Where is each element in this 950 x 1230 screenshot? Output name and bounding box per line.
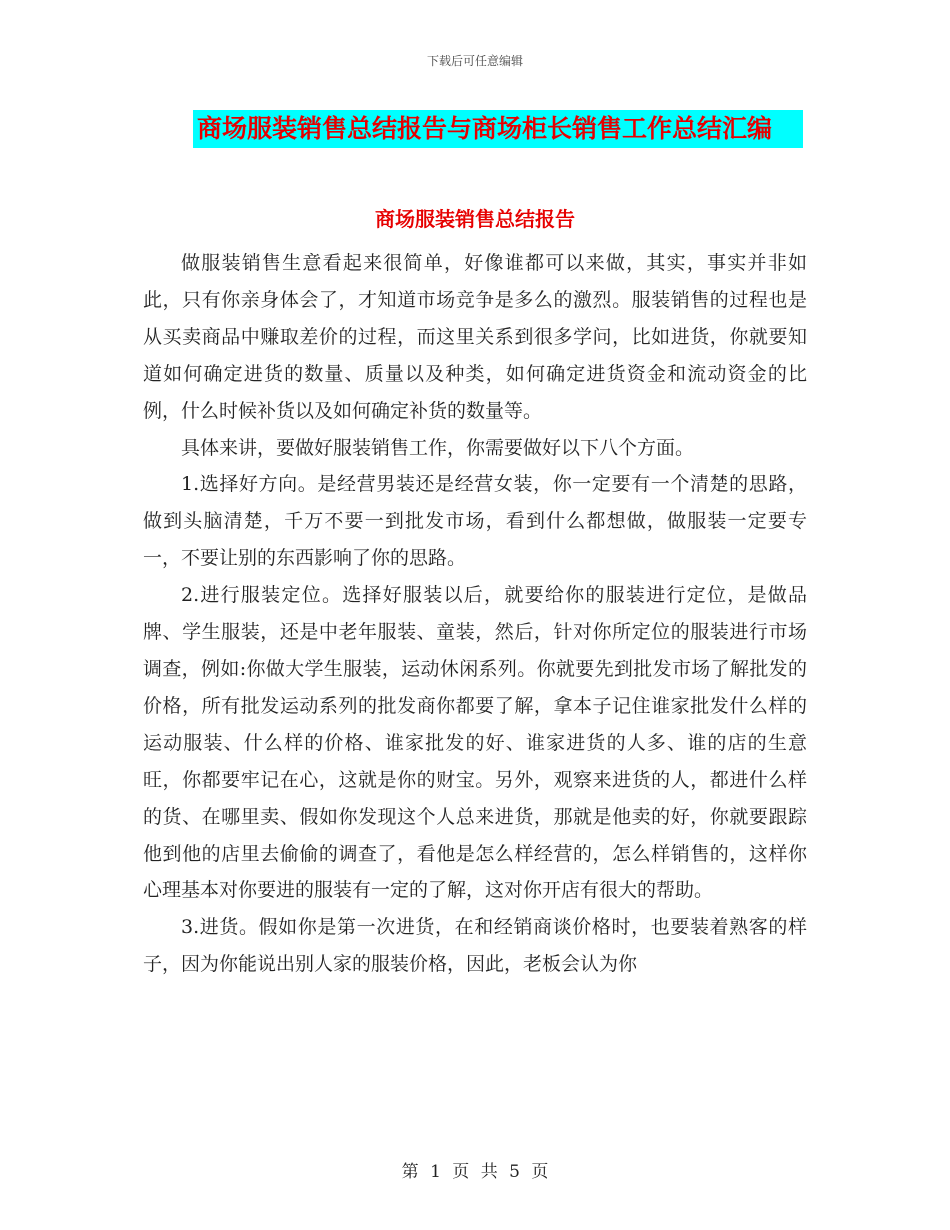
paragraph: 2.进行服装定位。选择好服装以后，就要给你的服装进行定位，是做品牌、学生服装，还是中老年服装、童装，然后，针对你所定位的服装进行市场调查，例如:你做大学生服装，运动休闲系列。你就要先到批发市场了解批发的价格，所有批发运动系列的批发商你都要了解，拿本子记住谁家批发什么样的运动服装、什么样的价格、谁家批发的好、谁家进货的人多、谁的店的生意旺，你都要牢记在心，这就是你的财宝。另外，观察来进货的人，都进什么样的货、在哪里卖、假如你发现这个人总来进货，那就是他卖的好，你就要跟踪他到他的店里去偷偷的调查了，看他是怎么样经营的，怎么样销售的，这样你心理基本对你要进的服装有一定的了解，这对你开店有很大的帮助。 [143,584,807,902]
header-note: 下载后可任意编辑 [426,54,523,68]
document-title: 商场服装销售总结报告与商场柜长销售工作总结汇编 [193,110,803,148]
page-footer: 第 1 页 共 5 页 [401,1162,549,1182]
paragraph: 具体来讲，要做好服装销售工作，你需要做好以下八个方面。 [181,436,695,459]
document-body [143,245,807,983]
paragraph: 做服装销售生意看起来很简单，好像谁都可以来做，其实，事实并非如此，只有你亲身体会了，才知道市场竞争是多么的激烈。服装销售的过程也是从买卖商品中赚取差价的过程，而这里关系到很多学问，比如进货，你就要知道如何确定进货的数量、质量以及种类，如何确定进货资金和流动资金的比例，什么时候补货以及如何确定补货的数量等。 [143,252,807,422]
section-title: 商场服装销售总结报告 [375,207,575,231]
paragraph: 1.选择好方向。是经营男装还是经营女装，你一定要有一个清楚的思路，做到头脑清楚，千万不要一到批发市场，看到什么都想做，做服装一定要专一，不要让别的东西影响了你的思路。 [143,473,807,570]
paragraph: 3.进货。假如你是第一次进货，在和经销商谈价格时，也要装着熟客的样子，因为你能说出别人家的服装价格，因此，老板会认为你 [143,916,807,976]
